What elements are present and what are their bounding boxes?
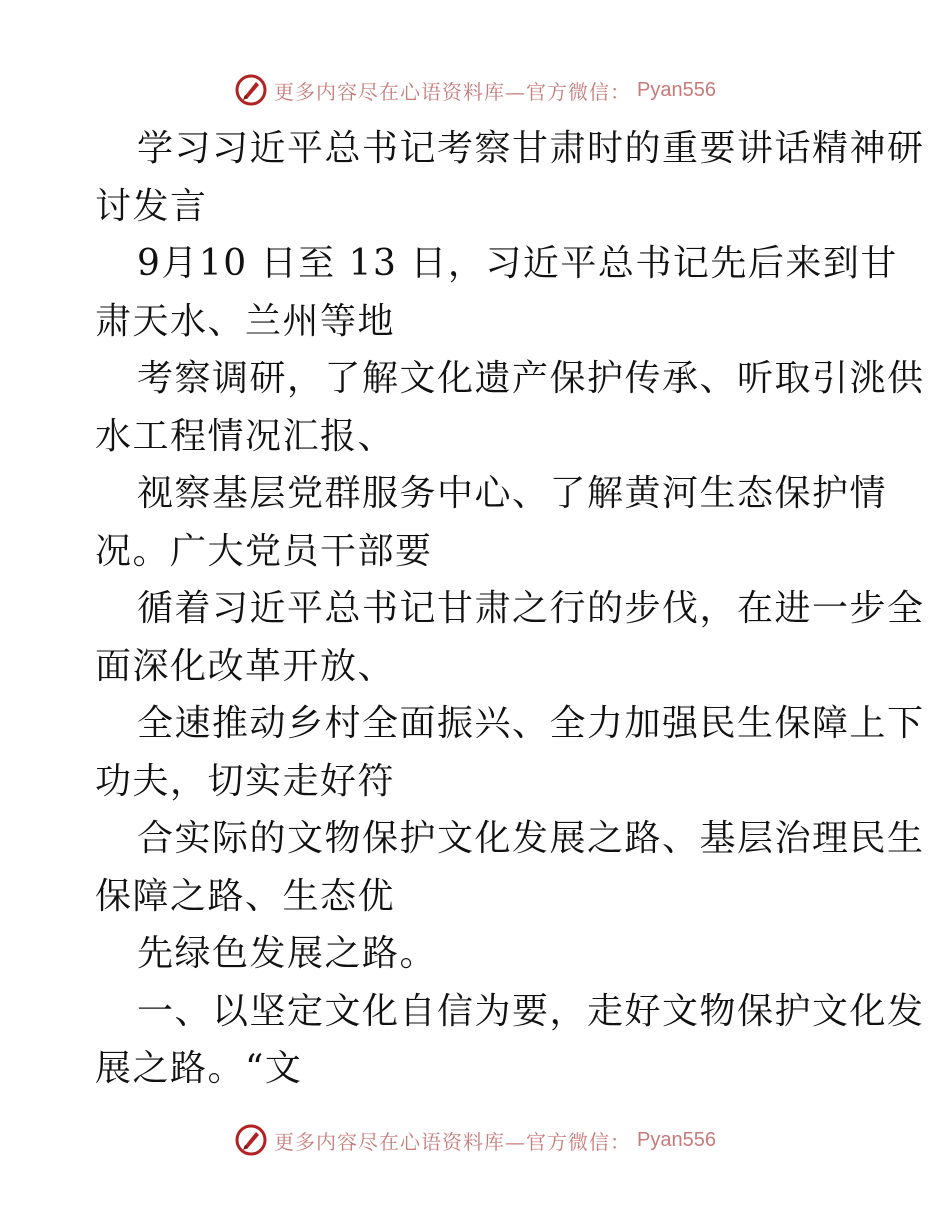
text-line: 学习习近平总书记考察甘肃时的重要讲话精神研 — [137, 128, 925, 169]
paragraph — [95, 810, 925, 925]
document-body — [95, 120, 925, 1098]
paragraph-heading — [95, 983, 925, 1098]
text-line: 展之路。“文 — [95, 1048, 303, 1089]
text-line: 考察调研，了解文化遗产保护传承、听取引洮供 — [137, 358, 925, 399]
paragraph — [95, 235, 898, 350]
paragraph-title — [95, 120, 925, 235]
text-line: 水工程情况汇报、 — [95, 415, 396, 457]
text-line: 肃天水、兰州等地 — [95, 300, 396, 342]
text-line: 功夫，切实走好符 — [95, 760, 396, 802]
text-line: 9月10 日至 13 日，习近平总书记先后来到甘 — [137, 243, 898, 284]
paragraph — [95, 465, 888, 580]
watermark-text: 更多内容尽在心语资料库—官方微信： — [274, 79, 632, 104]
header-watermark — [0, 70, 950, 110]
text-line: 循着习近平总书记甘肃之行的步伐，在进一步全 — [137, 588, 925, 629]
pen-logo-icon — [234, 73, 268, 107]
text-line: 保障之路、生态优 — [95, 875, 396, 917]
paragraph — [95, 580, 925, 695]
paragraph — [95, 350, 925, 465]
text-line: 面深化改革开放、 — [95, 645, 396, 687]
pen-logo-icon — [234, 1123, 268, 1157]
paragraph — [95, 695, 925, 810]
watermark-wechat-id: Pyan556 — [637, 78, 716, 101]
text-line: 先绿色发展之路。 — [137, 933, 438, 974]
watermark-wechat-id: Pyan556 — [637, 1128, 716, 1151]
text-line: 合实际的文物保护文化发展之路、基层治理民生 — [137, 818, 925, 859]
text-line: 全速推动乡村全面振兴、全力加强民生保障上下 — [137, 703, 925, 744]
footer-watermark — [0, 1120, 950, 1160]
text-line: 一、以坚定文化自信为要，走好文物保护文化发 — [137, 990, 925, 1032]
paragraph — [95, 925, 855, 983]
text-line: 讨发言 — [95, 185, 208, 227]
text-line: 视察基层党群服务中心、了解黄河生态保护情 — [137, 473, 888, 514]
watermark-text: 更多内容尽在心语资料库—官方微信： — [274, 1129, 632, 1154]
text-line: 况。广大党员干部要 — [95, 530, 433, 572]
